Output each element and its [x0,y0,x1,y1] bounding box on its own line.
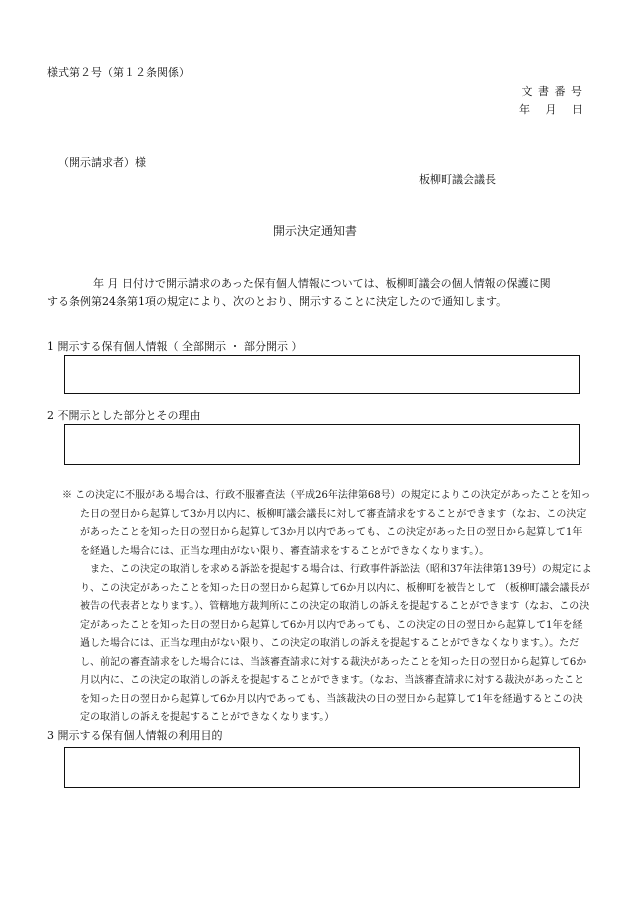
date-month: 月 [545,103,557,116]
date-day: 日 [572,103,583,116]
section-3-box [64,747,580,788]
note-2: また、この決定の取消しを求める訴訟を提起する場合は、行政事件訴訟法（昭和37年法律第139号）の規定により、この決定があったことを知った日の翌日から起算して6か月以内に、板柳町を被告として （板柳町議会議長が被告の代表者となります。）、管轄地方裁判所にこの決定の取消しの訴えを提起することができます（なお、この決定があったことを知った日の翌日から起算して6か月以内であっても、この決定の日の翌日から起算して1年を経過した場合には、正当な理由がない限り、この決定の取消しの訴えを提起することができなくなります。）。ただし、前記の審査請求をした場合には、当該審査請求に対する裁決があったことを知った日の翌日から起算して6か月以内に、この決定の取消しの訴えを提起することができます。（なお、当該審査請求に対する裁決があったことを知った日の翌日から起算して6か月以内であっても、当該裁決の日の翌日から起算して1年を経過するとこの決定の取消しの訴えを提起することができなくなります。） [80,564,592,723]
section-2-box [64,424,580,465]
section-2-heading: 2 不開示とした部分とその理由 [47,409,201,422]
notes [62,487,592,728]
document-title: 開示決定通知書 [272,224,357,238]
form-number: 様式第２号（第１２条関係） [47,66,190,79]
section-1-heading: 1 開示する保有個人情報（ 全部開示 ・ 部分開示 ） [47,340,303,353]
sender: 板柳町議会議長 [419,173,496,186]
body-paragraph [47,275,585,311]
note-1: ※ この決定に不服がある場合は、行政不服審査法（平成26年法律第68号）の規定によりこの決定があったことを知った日の翌日から起算して3か月以内に、板柳町議会議長に対して審査請求をすることができます（なお、この決定があったことを知った日の翌日から起算して3か月以内であっても、この決定があった日の翌日から起算して1年を経過した場合には、正当な理由がない限り、審査請求をすることができなくなります。）。 [62,490,591,557]
addressee: （開示請求者）様 [58,156,146,169]
section-3-heading: 3 開示する保有個人情報の利用目的 [47,729,223,742]
date-line [0,101,583,117]
body-line-1: 年 月 日付けで開示請求のあった保有個人情報については、板柳町議会の個人情報の保護に関 [93,277,551,290]
document-number: 文 書 番 号 [521,85,583,98]
date-year: 年 [519,103,530,116]
body-line-2: する条例第24条第1項の規定により、次のとおり、開示することに決定したので通知します。 [47,295,508,308]
section-1-box [64,355,580,394]
